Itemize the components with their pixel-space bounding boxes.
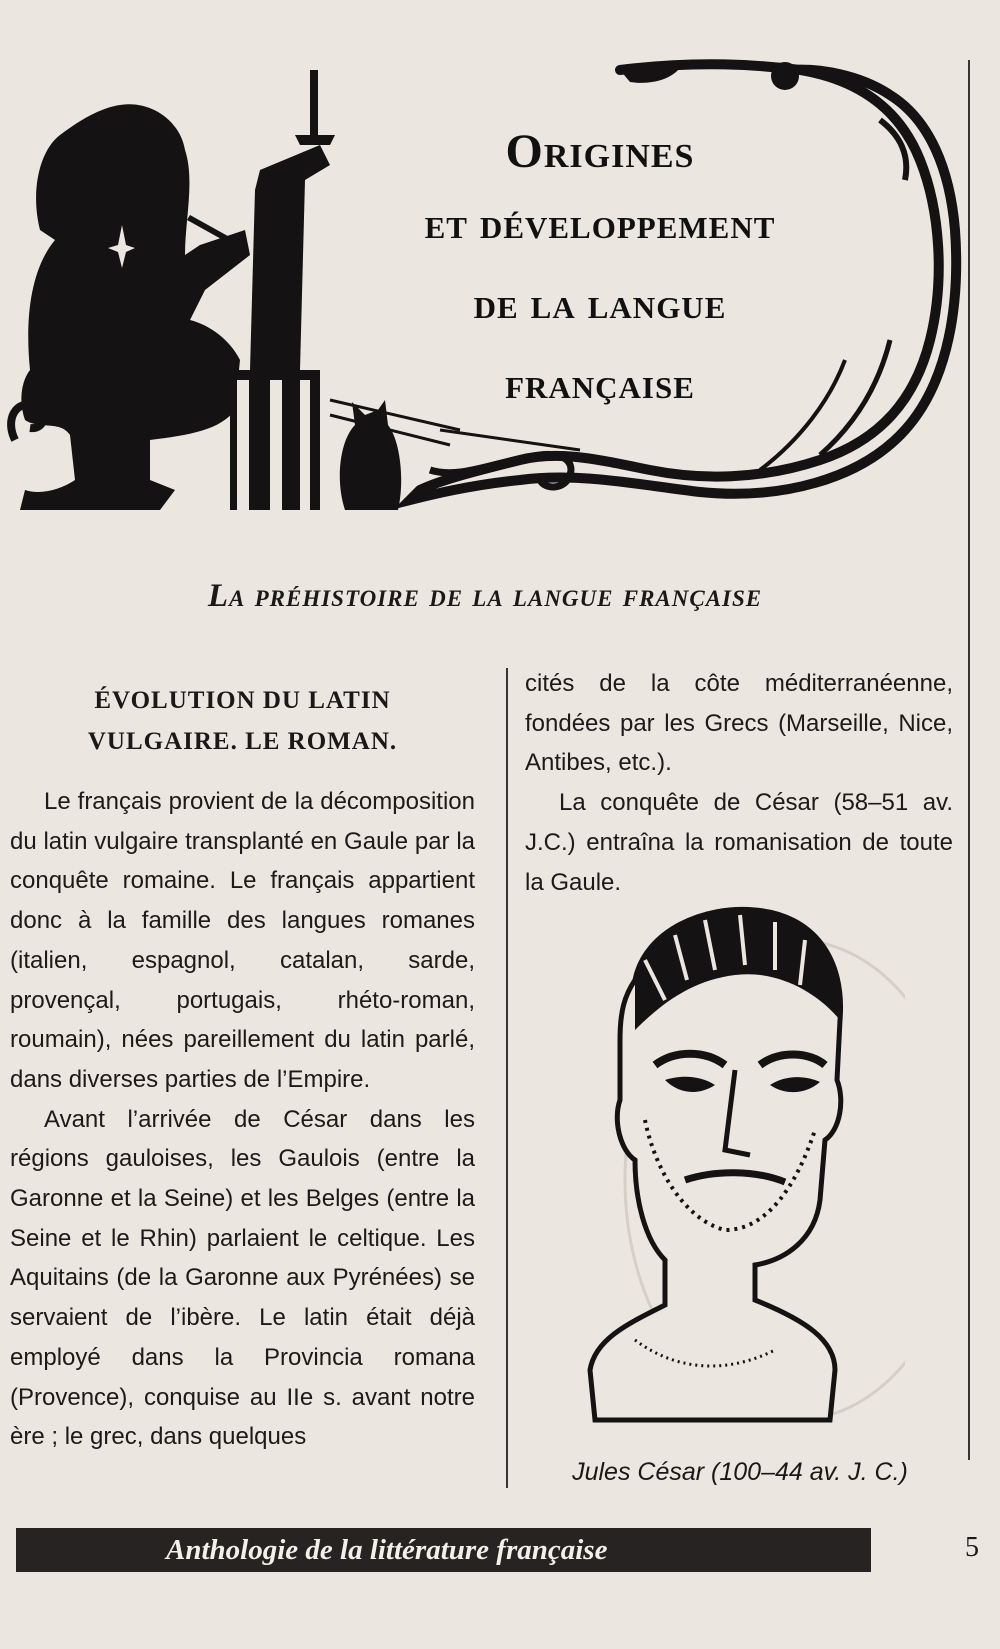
figure-caption: Jules César (100–44 av. J. C.)	[572, 1458, 908, 1486]
paragraph: La conquête de César (58–51 av. J.C.) entraîna la romanisation de toute la Gaule.	[525, 789, 953, 896]
section-title: La préhistoire de la langue française	[207, 578, 763, 614]
paragraph: Le français provient de la décomposition du latin vulgaire transplanté en Gaule par la conquête romaine. Le français appartient donc à la famille des langues romanes (italien, espagnol, catalan, sarde, provençal, portugais, rhéto-roman, roumain), nées pareillement du latin parlé, dans diverses parties de l’Empire.	[10, 788, 475, 1093]
heading-line-1: ÉVOLUTION DU LATIN	[94, 687, 391, 714]
title-line-4: française	[505, 359, 695, 408]
right-column	[525, 664, 953, 902]
article-heading	[10, 680, 475, 762]
book-title: Anthologie de la littérature française	[166, 1534, 608, 1566]
title-line-1: Origines	[505, 125, 695, 178]
paragraph: Avant l’arrivée de César dans les régions gauloises, les Gaulois (entre la Garonne et la Seine) et les Belges (entre la Seine et le Rhin) parlaient le celtique. Les Aquitains (de la Garonne aux Pyrénées) se servaient de l’ibère. Le latin était déjà employé dans la Provincia romana (Provence), conquise au IIe s. avant notre ère ; le grec, dans quelques	[10, 1105, 475, 1451]
left-column	[10, 680, 475, 1457]
caesar-bust-illustration	[575, 900, 905, 1460]
title-line-2: et développement	[424, 199, 776, 248]
paragraph: cités de la côte méditerranéenne, fondées par les Grecs (Marseille, Nice, Antibes, etc.).	[525, 670, 953, 777]
monk-silhouette	[20, 104, 250, 510]
heading-line-2: VULGAIRE. LE ROMAN.	[87, 728, 398, 755]
footer-title-bar	[16, 1528, 871, 1572]
right-margin-rule	[968, 60, 970, 1460]
column-divider	[506, 668, 508, 1488]
page-number: 5	[965, 1532, 979, 1563]
title-line-3: de la langue	[473, 279, 727, 328]
chapter-title	[320, 120, 880, 424]
